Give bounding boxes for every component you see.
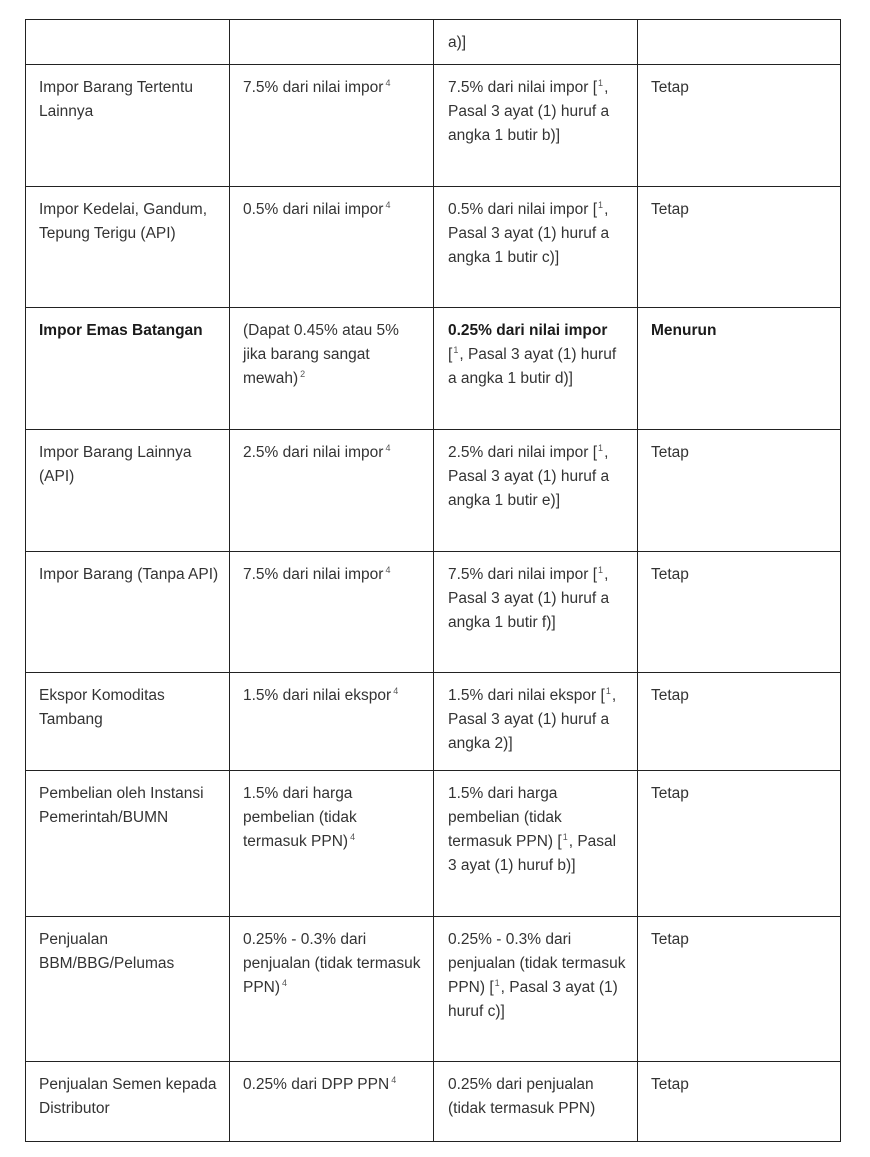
footnote-ref: 4 — [385, 200, 391, 210]
new-rate-text: 0.25% - 0.3% dari penjualan (tidak termasuk PPN) [ — [448, 931, 626, 996]
new-rate-cell — [434, 187, 638, 308]
legal-basis-text: , Pasal 3 ayat (1) huruf a angka 1 butir b)] — [448, 79, 610, 144]
new-rate-text: 2.5% dari nilai impor [ — [448, 444, 598, 461]
footnote-ref: 4 — [393, 686, 399, 696]
old-rate-cell — [230, 917, 434, 1062]
new-rate-cell — [434, 65, 638, 187]
old-rate-text: 0.5% dari nilai impor — [243, 201, 384, 218]
new-rate-cell — [434, 552, 638, 673]
category-cell: Impor Kedelai, Gandum, Tepung Terigu (API) — [26, 187, 230, 308]
old-rate-text: 2.5% dari nilai impor — [243, 444, 384, 461]
category-cell: Penjualan Semen kepada Distributor — [26, 1062, 230, 1142]
old-rate-text: 1.5% dari nilai ekspor — [243, 687, 392, 704]
footnote-ref: 1 — [598, 78, 604, 88]
footnote-ref: 1 — [598, 565, 604, 575]
category-cell — [26, 20, 230, 65]
table-row — [26, 65, 841, 187]
new-rate-cell — [434, 673, 638, 771]
table-row — [26, 771, 841, 917]
new-rate-text: [ — [448, 346, 453, 363]
footnote-ref: 4 — [385, 443, 391, 453]
new-rate-text: 0.5% dari nilai impor [ — [448, 201, 598, 218]
old-rate-cell — [230, 187, 434, 308]
footnote-ref: 4 — [350, 832, 356, 842]
old-rate-text: 7.5% dari nilai impor — [243, 79, 384, 96]
new-rate-cell — [434, 917, 638, 1062]
old-rate-text: 7.5% dari nilai impor — [243, 566, 384, 583]
footnote-ref: 1 — [605, 686, 611, 696]
new-rate-text: 0.25% dari penjualan (tidak termasuk PPN) — [448, 1076, 596, 1117]
old-rate-cell — [230, 20, 434, 65]
old-rate-cell — [230, 1062, 434, 1142]
new-rate-text: 7.5% dari nilai impor [ — [448, 566, 598, 583]
new-rate-text: 1.5% dari harga pembelian (tidak termasuk PPN) [ — [448, 785, 562, 850]
legal-basis-text: , Pasal 3 ayat (1) huruf a angka 1 butir f)] — [448, 566, 610, 631]
category-cell: Impor Emas Batangan — [26, 308, 230, 430]
status-cell: Tetap — [638, 430, 841, 552]
old-rate-cell — [230, 65, 434, 187]
table-row — [26, 917, 841, 1062]
category-cell: Penjualan BBM/BBG/Pelumas — [26, 917, 230, 1062]
footnote-ref: 2 — [300, 369, 306, 379]
status-cell: Tetap — [638, 65, 841, 187]
new-rate-text: a)] — [448, 34, 467, 51]
category-cell: Ekspor Komoditas Tambang — [26, 673, 230, 771]
table-row — [26, 20, 841, 65]
table-row — [26, 552, 841, 673]
footnote-ref: 1 — [494, 978, 500, 988]
footnote-ref: 4 — [391, 1075, 397, 1085]
old-rate-cell — [230, 430, 434, 552]
footnote-ref: 4 — [282, 978, 288, 988]
new-rate-cell — [434, 20, 638, 65]
old-rate-text: 1.5% dari harga pembelian (tidak termasuk PPN) — [243, 785, 357, 850]
footnote-ref: 4 — [385, 565, 391, 575]
category-cell: Impor Barang Tertentu Lainnya — [26, 65, 230, 187]
table-row — [26, 1062, 841, 1142]
legal-basis-text: , Pasal 3 ayat (1) huruf a angka 2)] — [448, 687, 617, 752]
old-rate-cell — [230, 308, 434, 430]
status-cell: Tetap — [638, 771, 841, 917]
legal-basis-text: , Pasal 3 ayat (1) huruf c)] — [448, 979, 618, 1020]
old-rate-text: 0.25% - 0.3% dari penjualan (tidak termasuk PPN) — [243, 931, 421, 996]
status-cell: Menurun — [638, 308, 841, 430]
old-rate-cell — [230, 771, 434, 917]
table-row — [26, 187, 841, 308]
old-rate-cell — [230, 673, 434, 771]
new-rate-text: 7.5% dari nilai impor [ — [448, 79, 598, 96]
category-cell: Impor Barang Lainnya (API) — [26, 430, 230, 552]
status-cell — [638, 20, 841, 65]
status-cell: Tetap — [638, 552, 841, 673]
status-cell: Tetap — [638, 673, 841, 771]
old-rate-cell — [230, 552, 434, 673]
legal-basis-text: , Pasal 3 ayat (1) huruf a angka 1 butir d)] — [448, 346, 617, 387]
status-cell: Tetap — [638, 917, 841, 1062]
new-rate-cell — [434, 430, 638, 552]
legal-basis-text: , Pasal 3 ayat (1) huruf b)] — [448, 833, 617, 874]
footnote-ref: 1 — [598, 200, 604, 210]
table-row — [26, 308, 841, 430]
old-rate-text: 0.25% dari DPP PPN — [243, 1076, 390, 1093]
category-cell: Impor Barang (Tanpa API) — [26, 552, 230, 673]
old-rate-text: (Dapat 0.45% atau 5% jika barang sangat mewah) — [243, 322, 399, 387]
new-rate-bold-text: 0.25% dari nilai impor — [448, 322, 608, 339]
legal-basis-text: , Pasal 3 ayat (1) huruf a angka 1 butir c)] — [448, 201, 610, 266]
table-row — [26, 673, 841, 771]
status-cell: Tetap — [638, 187, 841, 308]
tax-rate-table — [25, 19, 841, 1142]
footnote-ref: 1 — [562, 832, 568, 842]
new-rate-text: 1.5% dari nilai ekspor [ — [448, 687, 605, 704]
status-cell: Tetap — [638, 1062, 841, 1142]
footnote-ref: 1 — [453, 345, 459, 355]
new-rate-cell — [434, 771, 638, 917]
footnote-ref: 1 — [598, 443, 604, 453]
category-cell: Pembelian oleh Instansi Pemerintah/BUMN — [26, 771, 230, 917]
new-rate-cell — [434, 308, 638, 430]
new-rate-cell — [434, 1062, 638, 1142]
table-row — [26, 430, 841, 552]
table-body — [26, 20, 841, 1142]
footnote-ref: 4 — [385, 78, 391, 88]
legal-basis-text: , Pasal 3 ayat (1) huruf a angka 1 butir e)] — [448, 444, 610, 509]
